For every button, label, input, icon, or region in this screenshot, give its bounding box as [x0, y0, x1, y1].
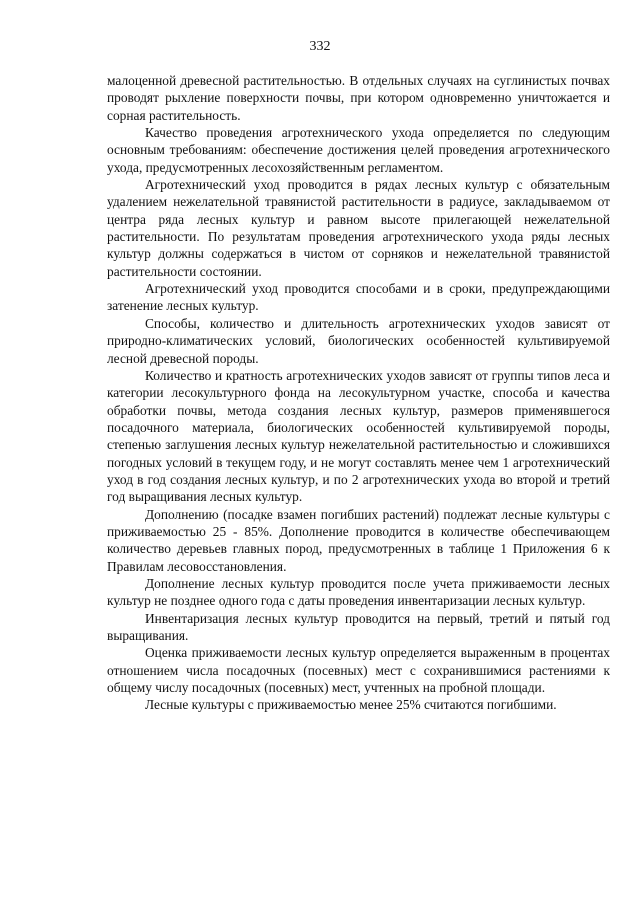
paragraph-4: Агротехнический уход проводится способами и в сроки, предупреждающими затенение лесных культур. — [107, 281, 610, 314]
paragraph-5: Способы, количество и длительность агротехнических уходов зависят от природно-климатических условий, биологических особенностей культивируемой лесной древесной породы. — [107, 315, 610, 366]
paragraph-9: Инвентаризация лесных культур проводится на первый, третий и пятый год выращивания. — [107, 610, 610, 643]
body-text — [107, 72, 610, 714]
paragraph-8: Дополнение лесных культур проводится после учета приживаемости лесных культур не позднее одного года с даты проведения инвентаризации лесных культур. — [107, 575, 610, 609]
page-number: 332 — [309, 39, 331, 54]
paragraph-10: Оценка приживаемости лесных культур определяется выраженным в процентах отношением числа посадочных (посевных) мест с сохранившимися растениями к общему числу посадочных (посевных) мест, учтенных на пробной площади. — [107, 645, 610, 696]
paragraph-1: малоценной древесной растительностью. В отдельных случаях на суглинистых почвах проводят рыхление поверхности почвы, при котором одновременно уничтожается и сорная растительность. — [107, 73, 610, 123]
paragraph-3: Агротехнический уход проводится в рядах лесных культур с обязательным удалением нежелательной травянистой растительности в радиусе, закладываемом от центра ряда лесных культур и равном высоте прилегающей нежелательной растительности. По результатам проведения агротехнического ухода ряды лесных культур должны содержаться в чистом от сорняков и нежелательной травянистой растительности состоянии. — [107, 177, 610, 279]
paragraph-2: Качество проведения агротехнического ухода определяется по следующим основным требованиям: обеспечение достижения целей проведения агротехнического ухода, предусмотренных лесохозяйственным регламентом. — [107, 125, 610, 175]
paragraph-6: Количество и кратность агротехнических уходов зависят от группы типов леса и категории лесокультурного фонда на лесокультурном участке, способа и качества обработки почвы, метода создания лесных культур, размеров применявшегося посадочного материала, биологических особенностей культивируемой породы, степенью заглушения лесных культур нежелательной растительностью и сложившихся погодных условий в текущем году, и не могут составлять менее чем 1 агротехнический уход в год создания лесных культур, и по 2 агротехнических ухода во второй и третий год выращивания лесных культур. — [107, 367, 610, 505]
paragraph-7: Дополнению (посадке взамен погибших растений) подлежат лесные культуры с приживаемостью 25 - 85%. Дополнение проводится в количестве обеспечивающем количество деревьев главных пород, предусмотренных в таблице 1 Приложения 6 к Правилам лесовосстановления. — [107, 506, 610, 574]
paragraph-11: Лесные культуры с приживаемостью менее 25% считаются погибшими. — [145, 697, 557, 713]
